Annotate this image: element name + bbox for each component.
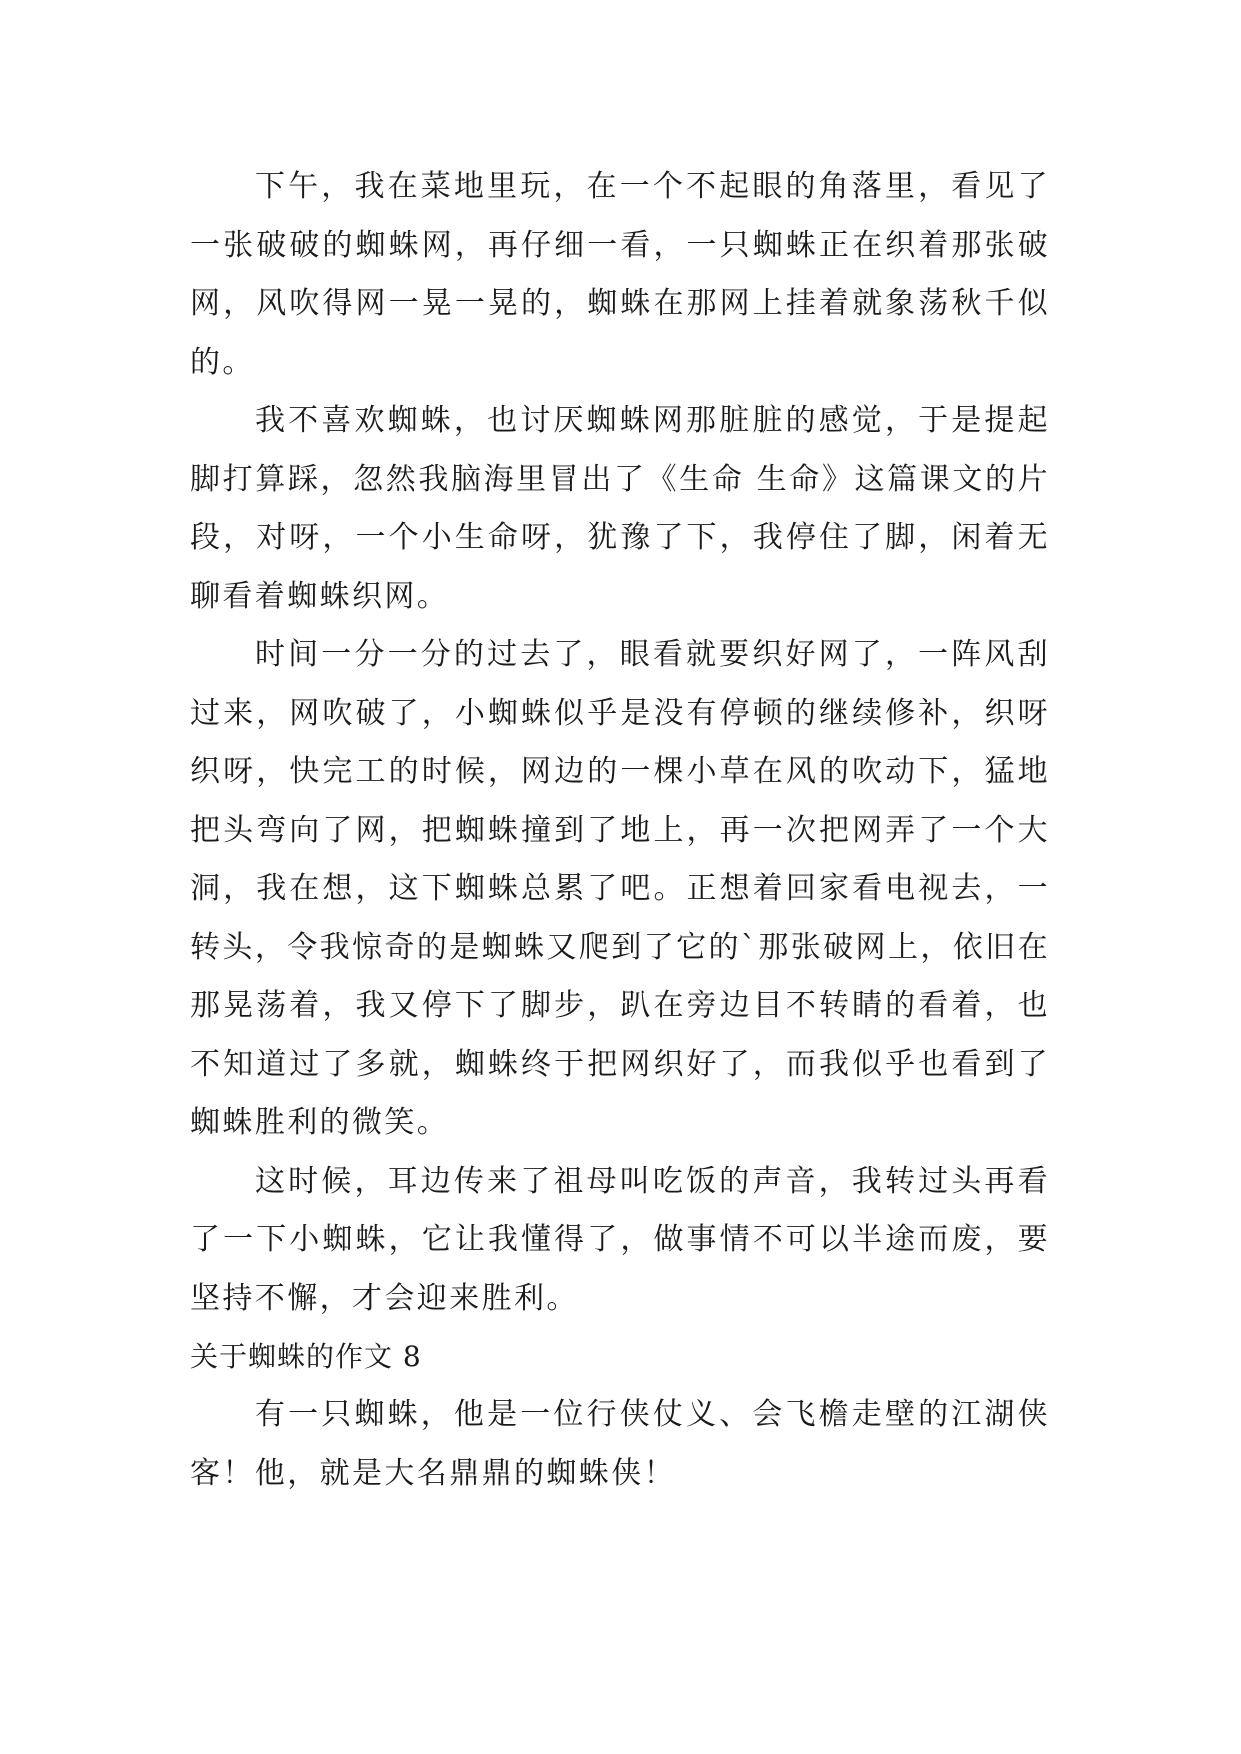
essay-section-8 — [190, 1328, 1050, 1503]
section-heading: 关于蜘蛛的作文 8 — [190, 1340, 422, 1373]
section-paragraph-1: 有一只蜘蛛，他是一位行侠仗义、会飞檐走壁的江湖侠客！他，就是大名鼎鼎的蜘蛛侠！ — [190, 1397, 1050, 1491]
essay-body — [190, 158, 1050, 1328]
paragraph-4: 这时候，耳边传来了祖母叫吃饭的声音，我转过头再看了一下小蜘蛛，它让我懂得了，做事情不可以半途而废，要坚持不懈，才会迎来胜利。 — [190, 1163, 1050, 1316]
paragraph-2: 我不喜欢蜘蛛，也讨厌蜘蛛网那脏脏的感觉，于是提起脚打算踩，忽然我脑海里冒出了《生命 生命》这篇课文的片段，对呀，一个小生命呀，犹豫了下，我停住了脚，闲着无聊看着蜘蛛织网。 — [190, 403, 1050, 614]
paragraph-1: 下午，我在菜地里玩，在一个不起眼的角落里，看见了一张破破的蜘蛛网，再仔细一看，一只蜘蛛正在织着那张破网，风吹得网一晃一晃的，蜘蛛在那网上挂着就象荡秋千似的。 — [190, 169, 1050, 380]
paragraph-3: 时间一分一分的过去了，眼看就要织好网了，一阵风刮过来，网吹破了，小蜘蛛似乎是没有停顿的继续修补，织呀织呀，快完工的时候，网边的一棵小草在风的吹动下，猛地把头弯向了网，把蜘蛛撞到了地上，再一次把网弄了一个大洞，我在想，这下蜘蛛总累了吧。正想着回家看电视去，一转头，令我惊奇的是蜘蛛又爬到了它的`那张破网上，依旧在那晃荡着，我又停下了脚步，趴在旁边目不转睛的看着，也不知道过了多就，蜘蛛终于把网织好了，而我似乎也看到了蜘蛛胜利的微笑。 — [190, 637, 1050, 1140]
